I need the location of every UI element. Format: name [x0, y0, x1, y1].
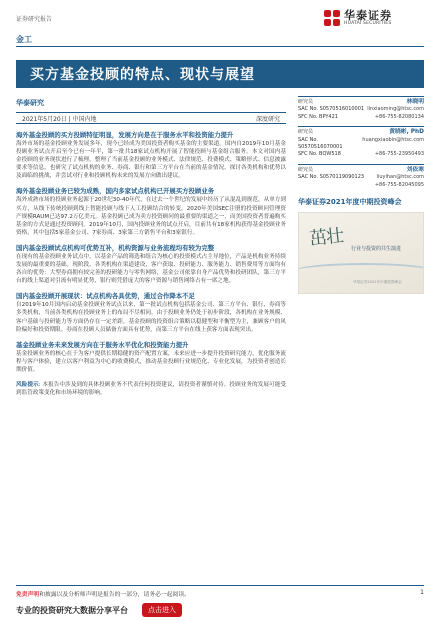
- analyst-phone: +86-755-23950493: [374, 151, 424, 158]
- section-heading: 国内基金投顾开展现状：试点机构各具优势，通过合作降本不足: [16, 292, 195, 301]
- report-date: 2021年5月20日 | 中国内地: [22, 115, 97, 123]
- section-risk: [16, 381, 286, 397]
- title-bar: [16, 60, 424, 88]
- bottom-slogan: 专业的投资研究大数据分享平台: [16, 605, 128, 615]
- banner-caption: 行业与投资的共生演进: [351, 246, 402, 253]
- date-row: [16, 112, 286, 124]
- section-1: [16, 131, 286, 180]
- conference-title: 华泰证券2021年度中期投资峰会: [298, 198, 402, 207]
- logo-text: 华泰证券: [344, 8, 392, 22]
- section-4: [16, 292, 286, 333]
- risk-body: 本报告中涉及到的具体投顾业务不代表任何投资建议，请投资者谨慎对待。投顾业务的发展可能受到监管政策变化和市场环境的影响。: [16, 381, 286, 397]
- download-button[interactable]: 点击进入: [142, 603, 182, 617]
- huatai-logo: [324, 8, 424, 28]
- analyst-sfc: SFC No. BPY421: [298, 113, 338, 120]
- huatai-logo-icon: [324, 10, 340, 26]
- main-column: [16, 98, 286, 397]
- section-heading: 海外基金投顾业务已较为成熟，国内多家试点机构已开展买方投顾业务: [16, 187, 215, 196]
- report-type: 华泰研究: [16, 99, 44, 107]
- analyst-name: 黄晓彬, PhD: [389, 129, 424, 136]
- logo-english-text: HUATAI SECURITIES: [344, 20, 392, 26]
- analyst-role: 研究员: [298, 166, 314, 173]
- top-label: 证券研究报告: [16, 16, 53, 23]
- section-body: 基金投顾业务的核心在于为客户提供长期稳健的资产配置方案，未来应进一步提升投资研究能力，优化服务流程与客户体验，建立以客户利益为中心的收费模式，推动基金投顾行业规范化、专业化发展，为投资者创造长期价值。: [16, 350, 286, 373]
- analyst-card: [298, 164, 424, 189]
- section-body: 自2019年10月国内启动基金投顾业务试点以来，第一批试点机构包括基金公司、第三方平台、银行、券商等多类机构，当前各类机构在投顾业务上的布局不尽相同。由于投顾业务仍处于初步阶段，各机构在业务规模、客户基础与投研能力等方面仍存在一定差距。基金投顾的投资组合策略以稳健型和平衡型为主，兼顾客户的风险偏好和投资期限。券商在投顾人员储备方面具有优势，而第三方平台在线上获客方面表现突出。: [16, 302, 286, 333]
- sidebar: [298, 96, 424, 294]
- section-heading: 国内基金投顾试点机构可优势互补，机构资源与业务流程均有较为完整: [16, 243, 215, 252]
- sector-label: 金工: [16, 35, 32, 44]
- banner-calligraphy: 茁壮: [308, 225, 345, 250]
- analyst-sac: SAC No. S0570119090123: [298, 174, 365, 181]
- analyst-sac: SAC No. S0570516010001: [298, 106, 365, 113]
- section-3: [16, 244, 286, 285]
- footer-disclaimer: [16, 589, 190, 598]
- bottom-bar: [0, 600, 440, 620]
- banner-footnote: 华泰证券2021年中期投资峰会: [353, 280, 402, 285]
- disclaimer-text: 和披露以及分析师声明是报告的一部分，请务必一起阅读。: [39, 592, 190, 598]
- analyst-phone: +86-755-82080134: [374, 113, 424, 120]
- section-2: [16, 187, 286, 236]
- report-category: 深度研究: [255, 115, 280, 123]
- analyst-card: [298, 126, 424, 159]
- analyst-name: 林晓明: [406, 99, 424, 105]
- analyst-email[interactable]: liuyihan@htsc.com: [376, 174, 424, 181]
- section-heading: 基金投顾业务未来发展方向在于服务水平优化和投资能力提升: [16, 340, 189, 349]
- conference-banner[interactable]: [298, 212, 424, 294]
- analyst-phone: +86-755-82045095: [374, 181, 424, 188]
- analyst-sac: SAC No. S0570516070001: [298, 136, 343, 151]
- section-body: 在现有的基金投顾业务试点中，以基金产品的筛选和组合为核心的投资模式占主导地位，产品是机构业务持续发展的最重要的基础。现阶段，各类机构在渠道建设、客户获取、投研能力、服务能力、销售费用等方面均有各自的优势：大型券商拥有较完善的投研能力与零售网络，基金公司依靠自身产品优势和投研团队，第三方平台的线上渠道对引流有明显优势，银行则凭借庞大的客户资源与销售网络占有一席之地。: [16, 253, 286, 285]
- analyst-email[interactable]: huangxiaobin@htsc.com: [362, 136, 424, 143]
- analyst-role: 研究员: [298, 129, 314, 136]
- report-title: 买方基金投顾的特点、现状与展望: [30, 67, 255, 83]
- analyst-role: 研究员: [298, 99, 314, 105]
- analyst-email[interactable]: linxiaoming@htsc.com: [367, 106, 424, 113]
- section-heading: 海外基金投顾的买方投顾特征明显，发展方向是在于服务水平和投资能力提升: [16, 131, 234, 139]
- section-body: 海外成熟市场的投顾业务起源于20世纪30-40年代，在过去一个世纪的发展中经历了从混乱到规范，从单方到买方，从线下传统投顾到线上智能投顾与线下人工投顾结合的转变，2020年美国SEC注册的投资顾问管理资产规模RAUM已达97.2万亿美元。基金投顾已成为卖方投资顾问的最重要的渠道之一，而美国投资者普遍购买基金的方式是通过投资顾问。2019年10月，国内投顾业务的试点开启，目前共有18家机构获得基金投顾业务资格，其中包括5家基金公司、7家券商、3家第三方销售平台和3家银行。: [16, 197, 286, 236]
- risk-text: 风险提示: 本报告中涉及到的具体投顾业务不代表任何投资建议，请投资者谨慎对待。投顾业务的发展可能受到监管政策变化和市场环境的影响。: [16, 381, 286, 397]
- header-divider: [16, 46, 424, 47]
- section-5: [16, 341, 286, 374]
- analyst-sfc: SFC No. BQW518: [298, 151, 341, 158]
- page-number: 1: [420, 589, 424, 596]
- footer-divider: [16, 585, 424, 586]
- disclaimer-link[interactable]: 免责声明: [16, 592, 40, 598]
- risk-heading: 风险提示: [16, 381, 39, 388]
- analyst-name: 刘依寒: [406, 166, 424, 173]
- section-body: 海外市场的基金投顾业务发展多年，现今已经成为美国投资者购买基金的主要渠道。国内自2019年10月基金投顾业务试点开启至今已有一年半，第一批共18家试点机构开展了智能投顾与基金组合服务。本文对国内基金投顾的业务现状进行了梳理，整理了当前基金投顾的业务模式、法律规范、投费模式、策略形式、信息披露要求等信息，也研究了试点机构的业务、券商、银行和第三方平台在当前的基金情况，探讨各类机构和优势以及面临的挑战，并尝试对行业和投顾机构未来的发展方向做出建议。: [16, 141, 286, 180]
- analyst-card: [298, 96, 424, 121]
